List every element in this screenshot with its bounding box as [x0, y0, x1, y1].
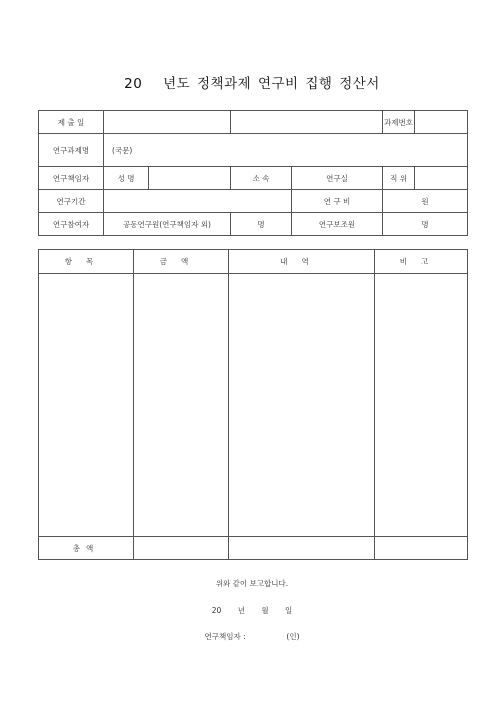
seal-mark: (인): [286, 632, 300, 641]
page-title: [0, 72, 504, 92]
report-statement: 위와 같이 보고합니다.: [215, 579, 289, 588]
item-column-body[interactable]: [39, 274, 134, 537]
signer-label: 연구책임자 :: [204, 632, 246, 641]
lab-label: 연구실: [292, 167, 383, 190]
title-year: 20: [124, 76, 143, 92]
name-label: 성 명: [104, 167, 149, 190]
date-day-unit: 일: [284, 606, 293, 615]
funds-label: 연 구 비: [292, 190, 383, 213]
project-no-field[interactable]: [415, 111, 468, 134]
header-details: 내역: [229, 250, 375, 274]
co-researchers-text: 공동연구원(연구책임자 외): [104, 213, 231, 236]
submit-date-label: 제 출 일: [39, 111, 104, 134]
total-label: 총액: [39, 537, 134, 560]
amount-column-body[interactable]: [134, 274, 229, 537]
lead-researcher-label: 연구책임자: [39, 167, 104, 190]
position-field[interactable]: [415, 167, 468, 190]
funds-unit: 원: [383, 190, 468, 213]
participants-label: 연구참여자: [39, 213, 104, 236]
signature-line: [0, 631, 504, 642]
details-column-body[interactable]: [229, 274, 375, 537]
report-date: [0, 605, 504, 616]
project-no-label: 과제번호: [383, 111, 415, 134]
header-remarks: 비고: [375, 250, 468, 274]
total-details-field[interactable]: [229, 537, 375, 560]
period-label: 연구기간: [39, 190, 104, 213]
people-unit: 명: [231, 213, 292, 236]
project-name-label: 연구과제명: [39, 134, 104, 167]
items-table: [38, 249, 468, 560]
submit-date-field[interactable]: [104, 111, 231, 134]
assistant-unit: 명: [383, 213, 468, 236]
date-year: 20: [211, 606, 222, 615]
header-amount: 금액: [134, 250, 229, 274]
assistant-label: 연구보조원: [292, 213, 383, 236]
total-amount-field[interactable]: [134, 537, 229, 560]
blank-cell: [231, 111, 383, 134]
title-text: 년도 정책과제 연구비 집행 정산서: [163, 76, 380, 92]
affiliation-label: 소 속: [231, 167, 292, 190]
info-table: [38, 110, 468, 236]
total-remarks-field[interactable]: [375, 537, 468, 560]
date-year-unit: 년: [237, 606, 245, 615]
period-field[interactable]: [104, 190, 292, 213]
project-name-field[interactable]: (국문): [104, 134, 468, 167]
date-month-unit: 월: [261, 606, 269, 615]
name-field[interactable]: [149, 167, 231, 190]
header-item: 항목: [39, 250, 134, 274]
remarks-column-body[interactable]: [375, 274, 468, 537]
position-label: 직 위: [383, 167, 415, 190]
